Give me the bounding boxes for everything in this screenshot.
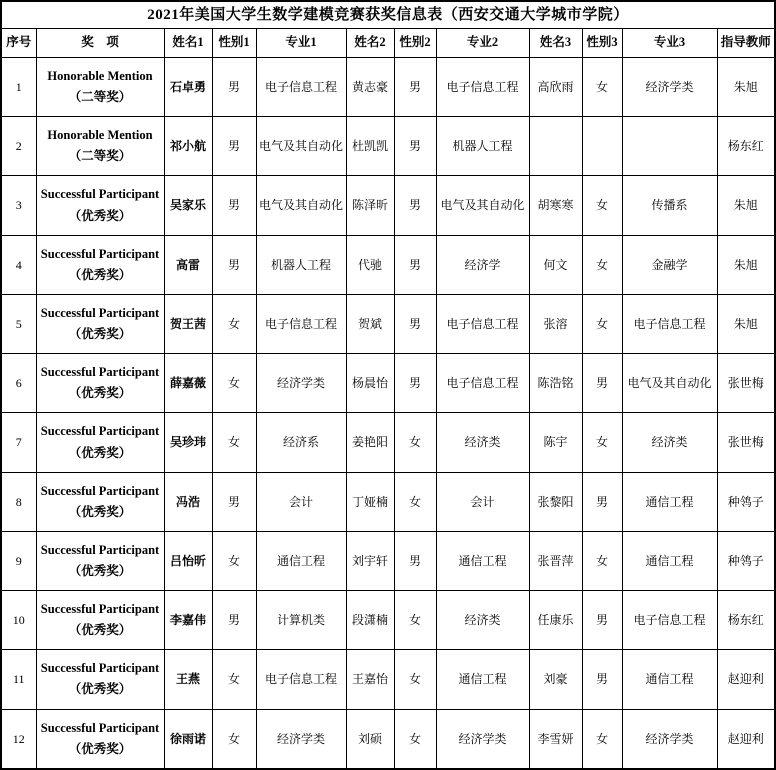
cell-index: 3 — [1, 176, 36, 235]
cell-major3: 通信工程 — [622, 650, 717, 709]
cell-advisor: 赵迎利 — [717, 709, 775, 769]
cell-gender1: 男 — [212, 58, 256, 117]
cell-major3: 经济学类 — [622, 58, 717, 117]
cell-index: 2 — [1, 117, 36, 176]
cell-major3: 电气及其自动化 — [622, 354, 717, 413]
cell-major2: 通信工程 — [436, 650, 529, 709]
cell-name2: 黄志豪 — [346, 58, 394, 117]
cell-major2: 经济学类 — [436, 709, 529, 769]
cell-major2: 电子信息工程 — [436, 58, 529, 117]
cell-name2: 刘硕 — [346, 709, 394, 769]
cell-gender3: 女 — [582, 709, 622, 769]
cell-name2: 姜艳阳 — [346, 413, 394, 472]
cell-name2: 杨晨怡 — [346, 354, 394, 413]
cell-advisor: 赵迎利 — [717, 650, 775, 709]
table-row — [1, 472, 775, 531]
cell-gender3: 女 — [582, 235, 622, 294]
cell-gender1: 男 — [212, 235, 256, 294]
cell-name1: 吴珍玮 — [164, 413, 212, 472]
cell-name3: 任康乐 — [529, 591, 582, 650]
cell-major1: 电子信息工程 — [256, 294, 346, 353]
title-row — [1, 1, 775, 29]
cell-index: 11 — [1, 650, 36, 709]
cell-major2: 经济类 — [436, 413, 529, 472]
cell-gender2: 女 — [394, 591, 436, 650]
cell-gender3: 女 — [582, 413, 622, 472]
cell-major2: 机器人工程 — [436, 117, 529, 176]
table-row — [1, 591, 775, 650]
cell-name3: 刘豪 — [529, 650, 582, 709]
cell-name2: 王嘉怡 — [346, 650, 394, 709]
cell-index: 4 — [1, 235, 36, 294]
table-row — [1, 709, 775, 769]
cell-name3: 张晋萍 — [529, 531, 582, 590]
cell-gender3: 女 — [582, 176, 622, 235]
cell-major2: 会计 — [436, 472, 529, 531]
cell-gender3: 女 — [582, 58, 622, 117]
cell-major1: 会计 — [256, 472, 346, 531]
cell-award: Successful Participant（优秀奖） — [36, 650, 164, 709]
cell-name1: 石卓勇 — [164, 58, 212, 117]
column-header-award: 奖 项 — [36, 29, 164, 58]
cell-name1: 徐雨诺 — [164, 709, 212, 769]
cell-gender2: 女 — [394, 650, 436, 709]
cell-gender2: 男 — [394, 531, 436, 590]
cell-major2: 电气及其自动化 — [436, 176, 529, 235]
cell-major1: 电气及其自动化 — [256, 176, 346, 235]
cell-gender2: 男 — [394, 58, 436, 117]
cell-advisor: 杨东红 — [717, 591, 775, 650]
cell-award: Successful Participant（优秀奖） — [36, 531, 164, 590]
cell-index: 5 — [1, 294, 36, 353]
cell-gender2: 男 — [394, 354, 436, 413]
table-row — [1, 531, 775, 590]
column-header-gender3: 性别3 — [582, 29, 622, 58]
cell-name3 — [529, 117, 582, 176]
cell-gender1: 女 — [212, 294, 256, 353]
table-row — [1, 294, 775, 353]
cell-major3: 传播系 — [622, 176, 717, 235]
column-header-major3: 专业3 — [622, 29, 717, 58]
cell-gender3: 男 — [582, 591, 622, 650]
column-header-major2: 专业2 — [436, 29, 529, 58]
cell-award: Honorable Mention（二等奖） — [36, 117, 164, 176]
cell-gender1: 男 — [212, 176, 256, 235]
cell-major2: 经济学 — [436, 235, 529, 294]
table-row — [1, 650, 775, 709]
cell-advisor: 朱旭 — [717, 294, 775, 353]
column-header-name2: 姓名2 — [346, 29, 394, 58]
cell-major1: 经济学类 — [256, 709, 346, 769]
cell-advisor: 朱旭 — [717, 176, 775, 235]
cell-name3: 陈宇 — [529, 413, 582, 472]
cell-name2: 刘宇轩 — [346, 531, 394, 590]
cell-gender1: 女 — [212, 531, 256, 590]
cell-index: 8 — [1, 472, 36, 531]
cell-gender3: 男 — [582, 650, 622, 709]
cell-major1: 计算机类 — [256, 591, 346, 650]
cell-major1: 电子信息工程 — [256, 58, 346, 117]
cell-gender1: 男 — [212, 472, 256, 531]
cell-gender1: 男 — [212, 117, 256, 176]
cell-name1: 王燕 — [164, 650, 212, 709]
cell-name1: 李嘉伟 — [164, 591, 212, 650]
header-row — [1, 29, 775, 58]
cell-gender2: 男 — [394, 117, 436, 176]
column-header-gender1: 性别1 — [212, 29, 256, 58]
cell-name2: 段潇楠 — [346, 591, 394, 650]
cell-advisor: 朱旭 — [717, 58, 775, 117]
column-header-name3: 姓名3 — [529, 29, 582, 58]
cell-name1: 高雷 — [164, 235, 212, 294]
cell-award: Successful Participant（优秀奖） — [36, 709, 164, 769]
cell-name3: 何文 — [529, 235, 582, 294]
cell-major3: 通信工程 — [622, 472, 717, 531]
cell-name3: 张黎阳 — [529, 472, 582, 531]
cell-major1: 通信工程 — [256, 531, 346, 590]
cell-name2: 杜凯凯 — [346, 117, 394, 176]
cell-major1: 电子信息工程 — [256, 650, 346, 709]
cell-award: Honorable Mention（二等奖） — [36, 58, 164, 117]
cell-gender3 — [582, 117, 622, 176]
cell-name3: 高欣雨 — [529, 58, 582, 117]
cell-gender2: 男 — [394, 176, 436, 235]
cell-major3: 电子信息工程 — [622, 294, 717, 353]
cell-gender1: 女 — [212, 413, 256, 472]
cell-gender2: 女 — [394, 709, 436, 769]
cell-gender2: 男 — [394, 235, 436, 294]
table-body — [1, 58, 775, 770]
table-row — [1, 176, 775, 235]
cell-major2: 通信工程 — [436, 531, 529, 590]
column-header-advisor: 指导教师 — [717, 29, 775, 58]
cell-name2: 丁娅楠 — [346, 472, 394, 531]
cell-gender3: 男 — [582, 354, 622, 413]
cell-name1: 薛嘉薇 — [164, 354, 212, 413]
cell-award: Successful Participant（优秀奖） — [36, 472, 164, 531]
cell-award: Successful Participant（优秀奖） — [36, 235, 164, 294]
cell-gender2: 女 — [394, 413, 436, 472]
cell-gender1: 女 — [212, 354, 256, 413]
cell-major3 — [622, 117, 717, 176]
cell-index: 12 — [1, 709, 36, 769]
column-header-gender2: 性别2 — [394, 29, 436, 58]
cell-gender3: 女 — [582, 531, 622, 590]
cell-index: 7 — [1, 413, 36, 472]
cell-award: Successful Participant（优秀奖） — [36, 354, 164, 413]
cell-major3: 电子信息工程 — [622, 591, 717, 650]
cell-index: 1 — [1, 58, 36, 117]
cell-major1: 电气及其自动化 — [256, 117, 346, 176]
cell-index: 9 — [1, 531, 36, 590]
cell-gender3: 女 — [582, 294, 622, 353]
cell-name1: 吕怡昕 — [164, 531, 212, 590]
cell-major3: 通信工程 — [622, 531, 717, 590]
cell-advisor: 张世梅 — [717, 354, 775, 413]
cell-advisor: 张世梅 — [717, 413, 775, 472]
cell-major1: 经济学类 — [256, 354, 346, 413]
cell-advisor: 种鸰子 — [717, 531, 775, 590]
cell-major3: 经济类 — [622, 413, 717, 472]
cell-advisor: 朱旭 — [717, 235, 775, 294]
cell-name3: 李雪妍 — [529, 709, 582, 769]
cell-award: Successful Participant（优秀奖） — [36, 294, 164, 353]
column-header-major1: 专业1 — [256, 29, 346, 58]
table-row — [1, 117, 775, 176]
cell-major2: 电子信息工程 — [436, 294, 529, 353]
table-row — [1, 354, 775, 413]
cell-name1: 贺王茜 — [164, 294, 212, 353]
cell-name1: 冯浩 — [164, 472, 212, 531]
column-header-index: 序号 — [1, 29, 36, 58]
cell-index: 6 — [1, 354, 36, 413]
cell-advisor: 种鸰子 — [717, 472, 775, 531]
cell-index: 10 — [1, 591, 36, 650]
cell-major2: 经济类 — [436, 591, 529, 650]
cell-name1: 祁小航 — [164, 117, 212, 176]
cell-major1: 机器人工程 — [256, 235, 346, 294]
page-title: 2021年美国大学生数学建模竞赛获奖信息表（西安交通大学城市学院） — [1, 1, 775, 29]
cell-award: Successful Participant（优秀奖） — [36, 591, 164, 650]
cell-name3: 陈浩铭 — [529, 354, 582, 413]
cell-gender1: 男 — [212, 591, 256, 650]
cell-major3: 经济学类 — [622, 709, 717, 769]
cell-name2: 代驰 — [346, 235, 394, 294]
cell-name2: 陈泽昕 — [346, 176, 394, 235]
table-row — [1, 58, 775, 117]
cell-name3: 张溶 — [529, 294, 582, 353]
cell-gender1: 女 — [212, 709, 256, 769]
cell-gender2: 女 — [394, 472, 436, 531]
cell-name3: 胡寒寒 — [529, 176, 582, 235]
cell-gender3: 男 — [582, 472, 622, 531]
cell-major2: 电子信息工程 — [436, 354, 529, 413]
cell-award: Successful Participant（优秀奖） — [36, 176, 164, 235]
column-header-name1: 姓名1 — [164, 29, 212, 58]
cell-major3: 金融学 — [622, 235, 717, 294]
cell-advisor: 杨东红 — [717, 117, 775, 176]
cell-gender2: 男 — [394, 294, 436, 353]
table-row — [1, 235, 775, 294]
cell-major1: 经济系 — [256, 413, 346, 472]
cell-name2: 贺斌 — [346, 294, 394, 353]
cell-award: Successful Participant（优秀奖） — [36, 413, 164, 472]
cell-name1: 吴家乐 — [164, 176, 212, 235]
table-row — [1, 413, 775, 472]
cell-gender1: 女 — [212, 650, 256, 709]
